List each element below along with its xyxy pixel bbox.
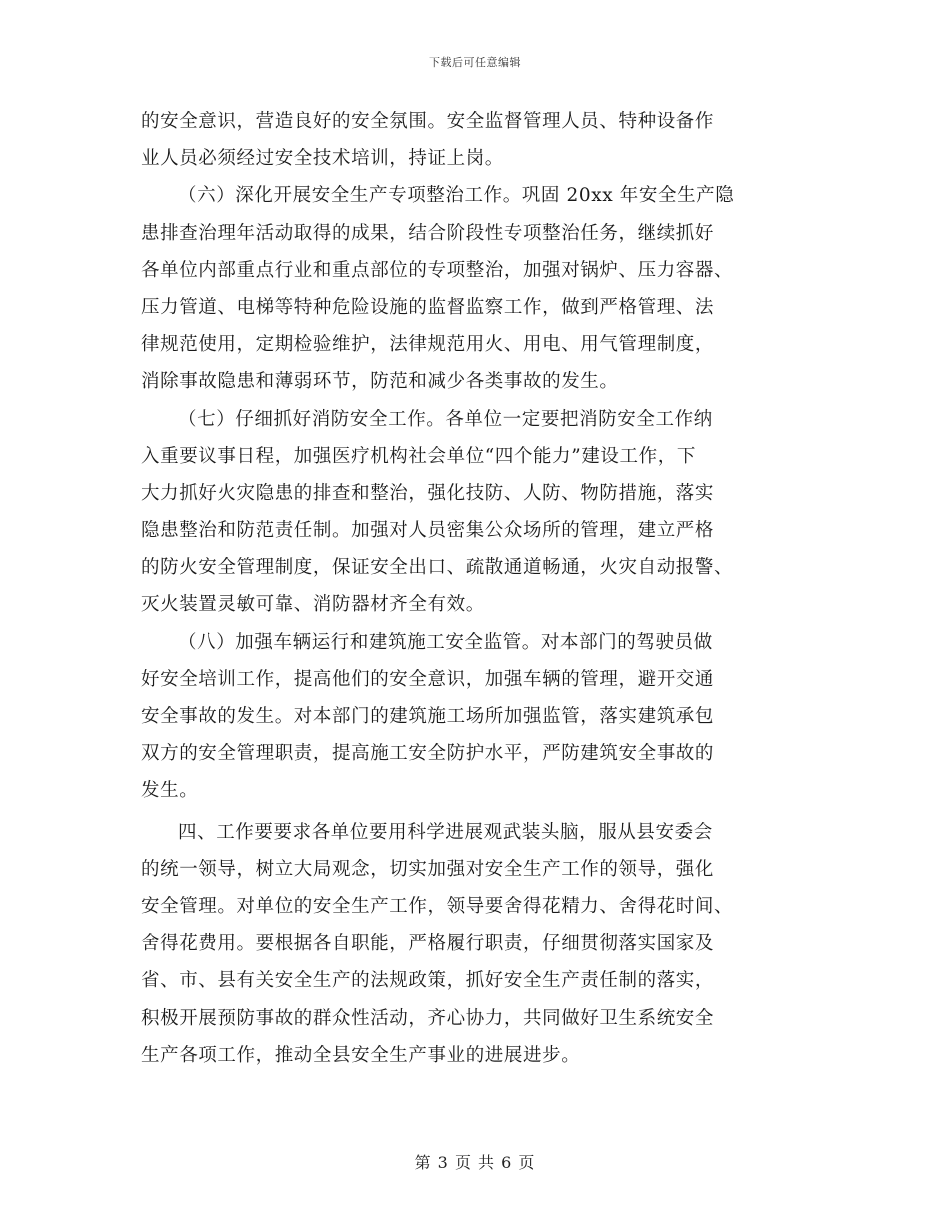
text-line: 发生。 [141,780,199,802]
text-line: 压力管道、电梯等特种危险设施的监督监察工作，做到严格管理、法 [141,296,715,318]
paragraph-section-8 [141,624,812,810]
text-line: 患排查治理年活动取得的成果，结合阶段性专项整治任务，继续抓好 [141,222,715,244]
text-line: 大力抓好火灾隐患的排查和整治，强化技防、人防、物防措施，落实 [141,482,715,504]
text-line: 消除事故隐患和薄弱环节，防范和减少各类事故的发生。 [141,371,619,393]
text-line: 安全事故的发生。对本部门的建筑施工场所加强监管，落实建筑承包 [141,706,715,727]
text-line: 舍得花费用。要根据各自职能，严格履行职责，仔细贯彻落实国家及 [141,933,715,955]
text-line: （六）深化开展安全生产专项整治工作。巩固 20xx 年安全生产隐 [178,185,735,207]
text-line: 安全管理。对单位的安全生产工作，领导要舍得花精力、舍得花时间、 [141,895,734,917]
page-number-footer: 第 3 页 共 6 页 [414,1153,536,1172]
paragraph-continuation [141,103,812,177]
text-line: 生产各项工作，推动全县安全生产事业的进展进步。 [141,1044,581,1066]
text-line: （七）仔细抓好消防安全工作。各单位一定要把消防安全工作纳 [178,408,713,430]
text-line: 律规范使用，定期检验维护，法律规范用火、用电、用气管理制度， [141,334,715,356]
text-line: （八）加强车辆运行和建筑施工安全监管。对本部门的驾驶员做 [178,631,713,653]
text-line: 业人员必须经过安全技术培训，持证上岗。 [141,148,504,170]
text-line: 灭火装置灵敏可靠、消防器材齐全有效。 [141,594,485,616]
text-line: 入重要议事日程，加强医疗机构社会单位“四个能力”建设工作，下 [141,445,696,467]
text-line: 四、工作要要求各单位要用科学进展观武装头脑，服从县安委会 [178,821,713,843]
text-line: 的安全意识，营造良好的安全氛围。安全监督管理人员、特种设备作 [141,111,715,132]
text-line: 各单位内部重点行业和重点部位的专项整治，加强对锅炉、压力容器、 [141,259,734,281]
document-body [141,103,812,1074]
paragraph-section-four [141,814,812,1074]
text-line: 隐患整治和防范责任制。加强对人员密集公众场所的管理，建立严格 [141,520,715,542]
text-line: 好安全培训工作，提高他们的安全意识，加强车辆的管理，避开交通 [141,668,715,690]
text-line: 的防火安全管理制度，保证安全出口、疏散通道畅通，火灾自动报警、 [141,557,734,579]
text-line: 的统一领导，树立大局观念，切实加强对安全生产工作的领导，强化 [141,858,715,880]
paragraph-section-7 [141,401,812,624]
paragraph-section-6 [141,177,812,400]
text-line: 积极开展预防事故的群众性活动，齐心协力，共同做好卫生系统安全 [141,1007,715,1029]
text-line: 省、市、县有关安全生产的法规政策，抓好安全生产责任制的落实， [141,970,715,992]
page-header: 下载后可任意编辑 [429,56,521,69]
text-line: 双方的安全管理职责，提高施工安全防护水平，严防建筑安全事故的 [141,743,715,765]
